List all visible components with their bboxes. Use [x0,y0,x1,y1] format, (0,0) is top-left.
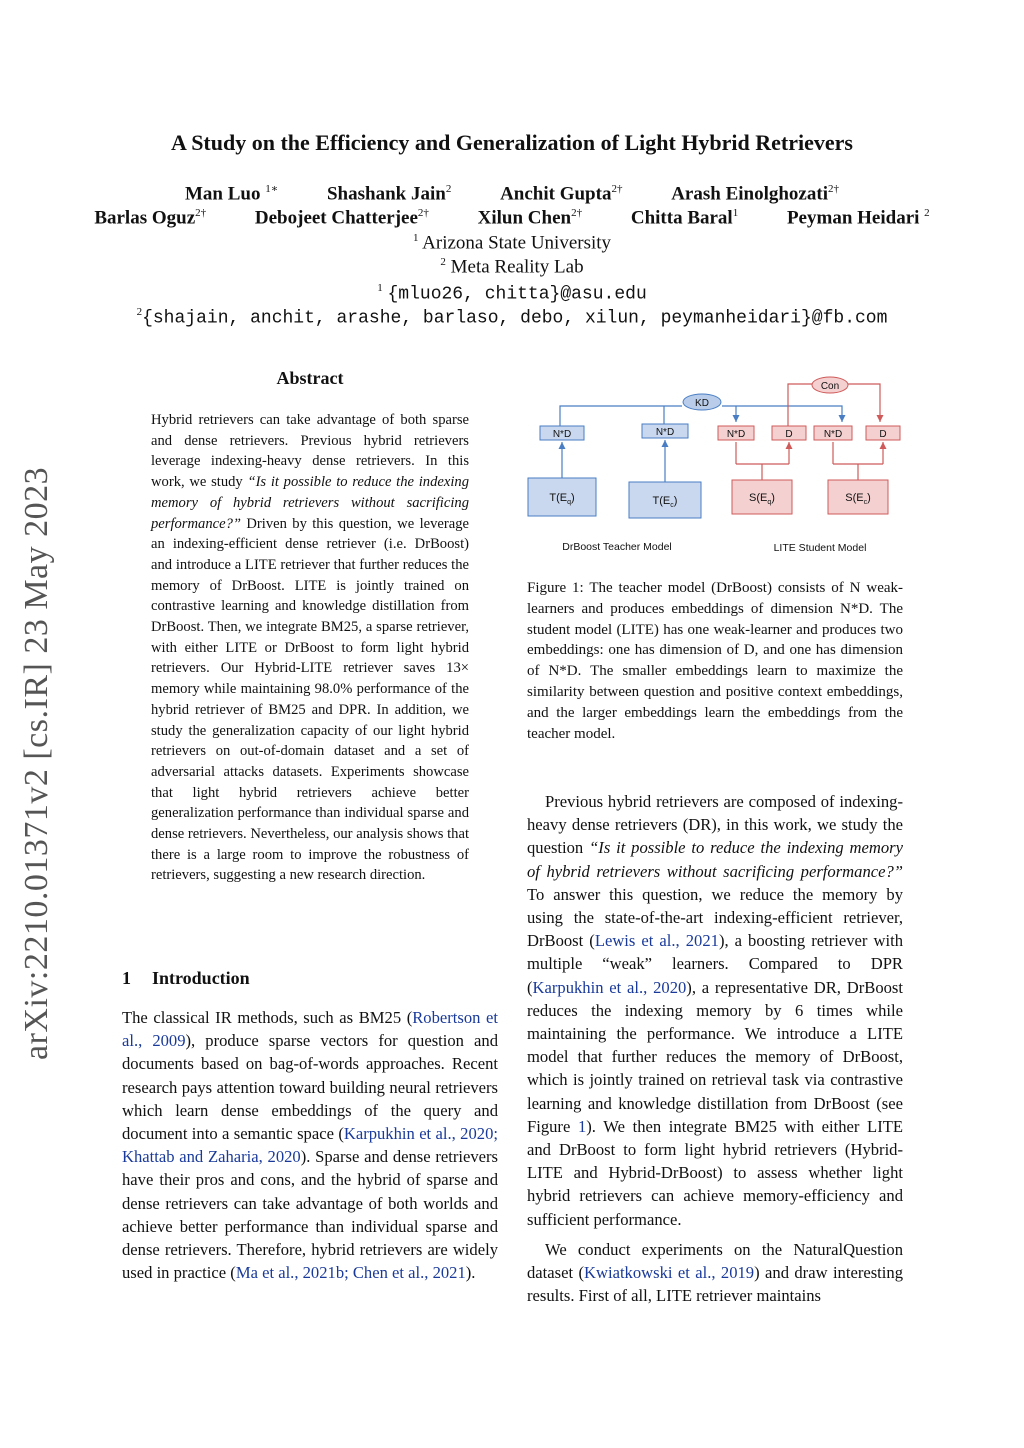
paragraph: Previous hybrid retrievers are composed of indexing-heavy dense retrievers (DR), in this work, we study the question “Is it possible to reduce the indexing memory of hybrid retrievers without sacrificing performance?” To answer this question, we reduce the memory by using the state-of-the-art indexing-efficient retriever, DrBoost (Lewis et al., 2021), a boosting retriever with multiple “weak” learners. Compared to DPR (Karpukhin et al., 2020), a representative DR, DrBoost reduces the indexing memory by 6 times while maintaining the performance. We introduce a LITE model that further reduces the memory of DrBoost, which is jointly trained on retrieval task via contrastive learning and knowledge distillation from DrBoost (see Figure 1). We then integrate BM25 with either LITE and DrBoost to form light hybrid retrievers (Hybrid-LITE and Hybrid-DrBoost) to assess whether light hybrid retrievers can achieve memory-efficiency and sufficient performance. [527,792,903,1229]
encoder-label: $S(E_c)$ [845,492,871,506]
author: Chitta Baral$^1$ [630,207,739,229]
encoder-label: $T(E_q)$ [549,492,575,506]
citation-link[interactable]: Karpukhin et al., 2020; Khattab and Zaharia, 2020 [122,1124,498,1167]
citation-link[interactable]: Kwiatkowski et al., 2019 [584,1263,755,1283]
con-arrow-right [848,384,880,422]
affiliation-1: $^1$ Arizona State University [412,232,612,254]
citation-link[interactable]: Robertson et al., 2009 [122,1008,499,1051]
d-label: D [879,429,887,440]
arxiv-identifier: arXiv:2210.01371v2 [cs.IR] 23 May 2023 [18,466,55,1060]
nd-label: N*D [655,427,675,438]
student-model-label: LITE Student Model [773,542,867,554]
abstract-body: Hybrid retrievers can take advantage of both sparse and dense retrievers. Previous hybrid retrievers leverage indexing-heavy dense retrievers. In this work, we study “Is it possible to reduce the indexing memory of hybrid retrievers without sacrificing performance?” Driven by this question, we leverage an indexing-efficient dense retriever (i.e. DrBoost) and introduce a LITE retriever that further reduces the memory of DrBoost. LITE is jointly trained on contrastive learning and knowledge distillation from DrBoost. Then, we integrate BM25, a sparse retriever, with either LITE or DrBoost to form light hybrid retrievers. Our Hybrid-LITE retriever saves 13× memory while maintaining 98.0% performance of the hybrid retriever of BM25 and DPR. In addition, we study the generalization capacity of our light hybrid retrievers on out-of-domain dataset and a set of adversarial attacks datasets. Experiments showcase that light hybrid retrievers achieve better generalization performance than individual sparse and dense retrievers. Nevertheless, our analysis shows that there is a large room to improve the robustness of retrievers, suggesting a new research direction. [151,412,469,884]
student-arrows-q [736,442,789,464]
nd-label: N*D [823,429,843,440]
figure-1-diagram [520,372,910,564]
d-label: D [785,429,793,440]
figure-reference-link[interactable]: 1 [577,1116,587,1136]
affiliation-2: $^2$ Meta Reality Lab [440,256,584,278]
student-split-c [833,464,883,480]
student-arrows-c [833,442,883,464]
paper-title: A Study on the Efficiency and Generalization of Light Hybrid Retrievers [171,130,853,155]
encoder-label: $S(E_q)$ [749,492,775,506]
student-split-q [736,464,789,480]
author: Anchit Gupta$^{2\dagger}$ [500,183,623,205]
figure-1-caption: Figure 1: The teacher model (DrBoost) consists of N weak-learners and produces embeddings of dimension N*D. The student model (LITE) has one weak-learner and produces two embeddings: one has dimension of D, and one has dimension of N*D. The smaller embeddings learn to maximize the similarity between question and positive context embeddings, and the larger embeddings learn the embeddings from the teacher model. [527,580,903,742]
author: Peyman Heidari $^2$ [786,207,930,229]
teacher-model-label: DrBoost Teacher Model [562,541,672,553]
author: Debojeet Chatterjee$^{2\dagger}$ [254,207,429,229]
section-heading-introduction: 1 Introduction [122,968,250,988]
citation-link[interactable]: Ma et al., 2021b; Chen et al., 2021 [235,1263,466,1283]
nd-label: N*D [552,429,572,440]
con-connector-left [788,384,812,426]
citation-link[interactable]: Karpukhin et al., 2020 [532,977,687,997]
email-2: $^2${shajain, anchit, arashe, barlaso, debo, xilun, peymanheidari}@fb.com [136,306,888,329]
email-1: $^1$ {mluo26, chitta}@asu.edu [377,282,647,305]
kd-arrow-right [722,406,842,422]
author-list-line1 [40,182,984,205]
right-column-text [527,790,903,1314]
encoder-label: $T(E_c)$ [652,495,678,509]
citation-link[interactable]: Lewis et al., 2021 [594,931,719,951]
con-label: Con [820,381,840,392]
introduction-paragraph: The classical IR methods, such as BM25 (Robertson et al., 2009), produce sparse vectors for question and documents based on bag-of-words approaches. Recent research pays attention toward building neural retrievers which learn dense embeddings of the query and document into a semantic space (Karpukhin et al., 2020; Khattab and Zaharia, 2020). Sparse and dense retrievers have their pros and cons, and the hybrid of sparse and dense retrievers can take advantage of both worlds and achieve better performance than individual sparse and dense retrievers. Therefore, hybrid retrievers are widely used in practice (Ma et al., 2021b; Chen et al., 2021). [122,1008,499,1283]
nd-label: N*D [726,429,746,440]
kd-label: KD [695,398,709,409]
author: Shashank Jain$^2$ [326,183,452,205]
author: Arash Einolghozati$^{2\dagger}$ [671,183,839,205]
author-list-line2 [40,207,984,229]
author: Xilun Chen$^{2\dagger}$ [477,207,583,229]
paragraph: We conduct experiments on the NaturalQuestion dataset (Kwiatkowski et al., 2019) and draw interesting results. First of all, LITE retriever maintains [527,1239,903,1306]
author: Barlas Oguz$^{2\dagger}$ [94,207,207,229]
author: Man Luo $^{1∗}$ [185,183,279,205]
abstract-heading: Abstract [276,368,344,388]
